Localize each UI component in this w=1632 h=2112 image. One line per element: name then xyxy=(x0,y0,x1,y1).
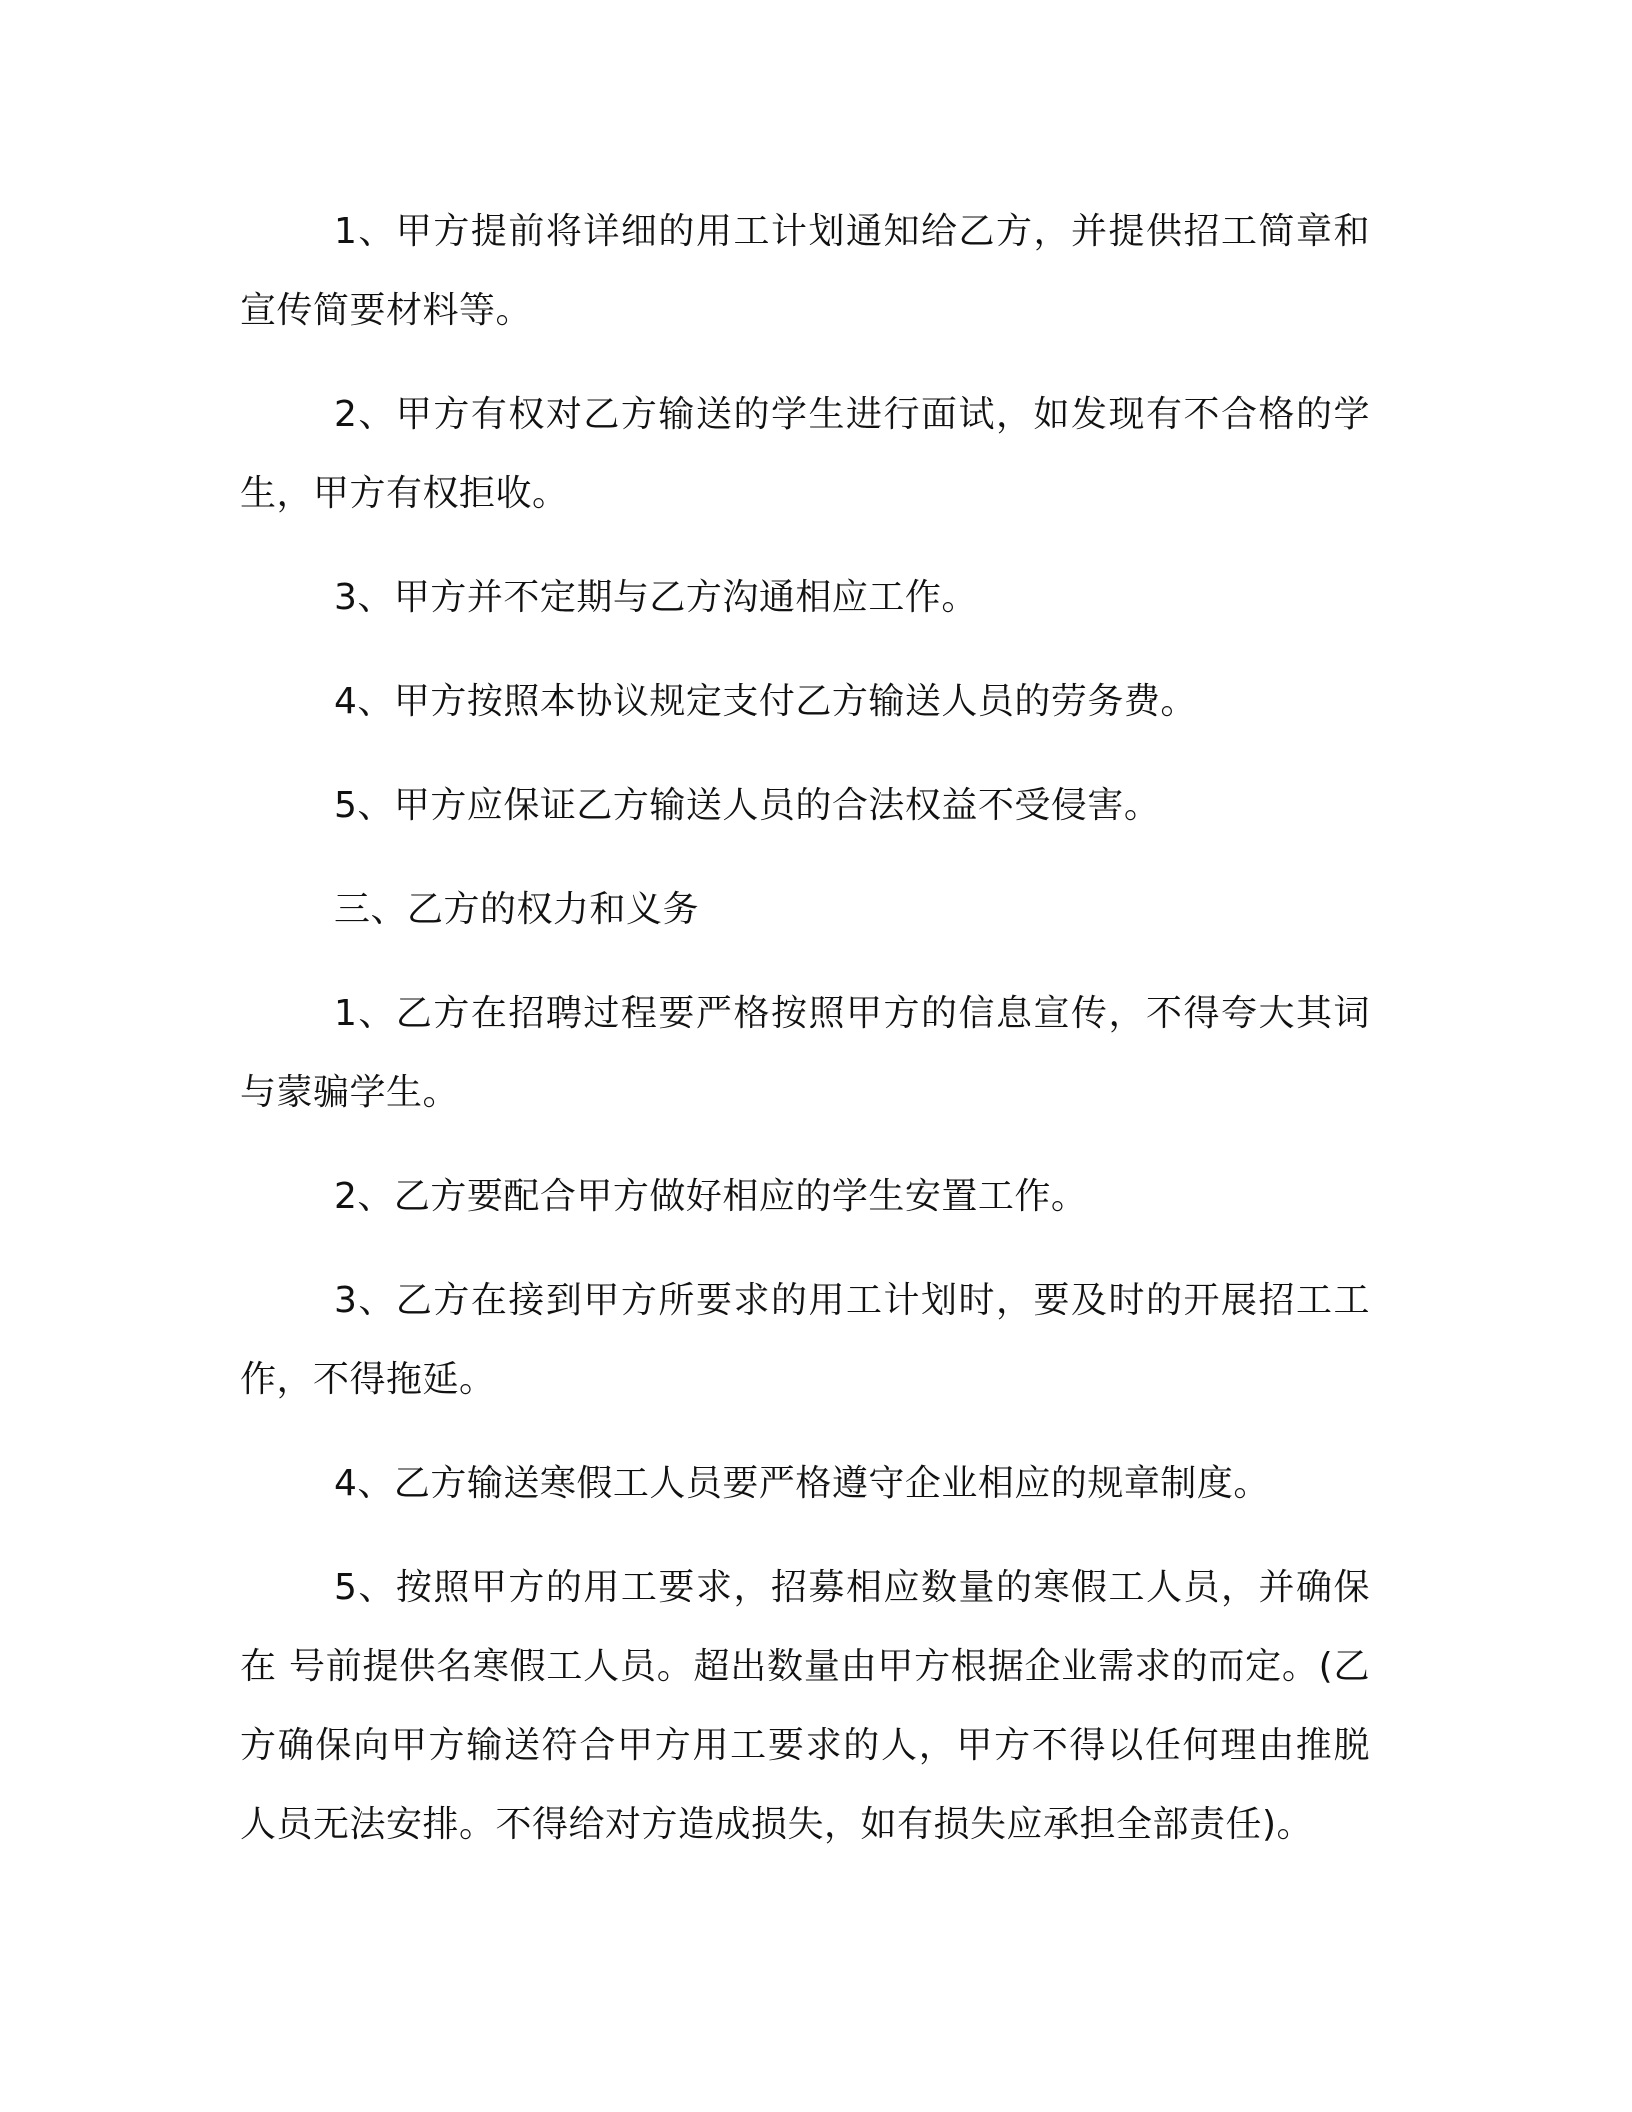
clause-party-a-4: 4、甲方按照本协议规定支付乙方输送人员的劳务费。 xyxy=(334,681,1197,722)
clause-party-b-5: 5、按照甲方的用工要求，招募相应数量的寒假工人员，并确保在 号前提供名寒假工人员。超出数量由甲方根据企业需求的而定。(乙方确保向甲方输送符合甲方用工要求的人，甲方不得以任何理由推脱人员无法安排。不得给对方造成损失，如有损失应承担全部责任)。 xyxy=(240,1567,1370,1845)
clause-party-a-1: 1、甲方提前将详细的用工计划通知给乙方，并提供招工简章和宣传简要材料等。 xyxy=(240,211,1370,331)
clause-party-b-3: 3、乙方在接到甲方所要求的用工计划时，要及时的开展招工工作，不得拖延。 xyxy=(240,1280,1370,1400)
document-body xyxy=(240,192,1370,1889)
clause-party-b-2: 2、乙方要配合甲方做好相应的学生安置工作。 xyxy=(334,1176,1088,1217)
section-heading-party-b: 三、乙方的权力和义务 xyxy=(334,889,700,930)
clause-party-a-3: 3、甲方并不定期与乙方沟通相应工作。 xyxy=(334,577,978,618)
clause-party-a-5: 5、甲方应保证乙方输送人员的合法权益不受侵害。 xyxy=(334,785,1161,826)
clause-party-b-1: 1、乙方在招聘过程要严格按照甲方的信息宣传，不得夸大其词与蒙骗学生。 xyxy=(240,993,1370,1113)
clause-party-b-4: 4、乙方输送寒假工人员要严格遵守企业相应的规章制度。 xyxy=(334,1463,1270,1504)
clause-party-a-2: 2、甲方有权对乙方输送的学生进行面试，如发现有不合格的学生，甲方有权拒收。 xyxy=(240,394,1370,514)
